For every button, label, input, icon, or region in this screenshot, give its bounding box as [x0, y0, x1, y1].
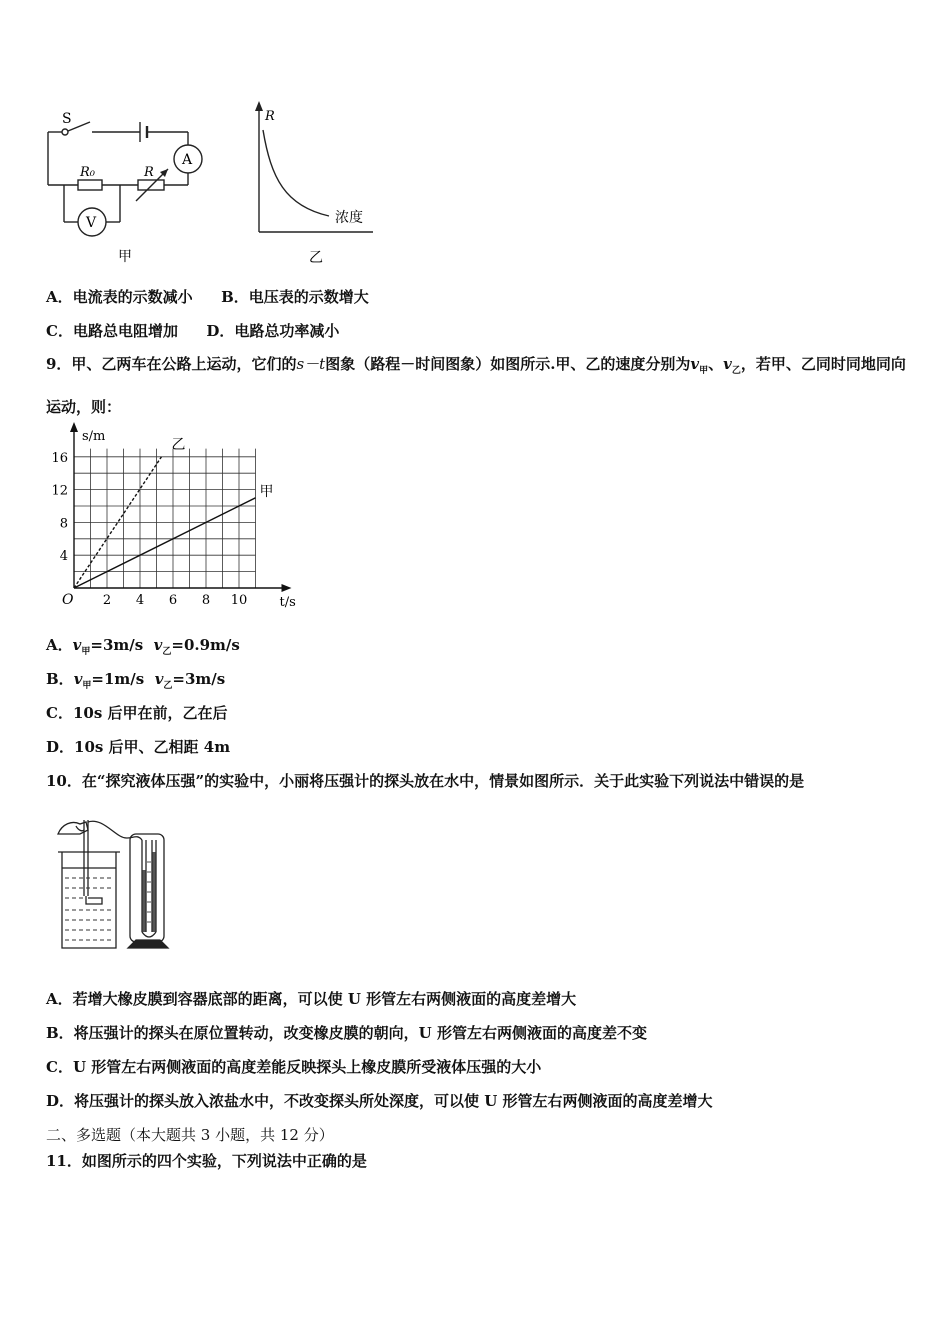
section-2-heading: 二、多选题（本大题共 3 小题，共 12 分） [46, 1126, 334, 1144]
q9-option-a-v1: v [72, 636, 82, 654]
y-tick-label: 12 [51, 483, 68, 499]
ammeter-label: A [182, 152, 193, 168]
y-tick-label: 16 [51, 450, 68, 466]
q8-option-a: A．电流表的示数减小 [46, 288, 193, 306]
q10-option-b: B．将压强计的探头在原位置转动，改变橡皮膜的朝向，U 形管左右两侧液面的高度差不变 [46, 1024, 647, 1042]
origin-label: O [62, 592, 74, 608]
q9-option-b-v2: v [154, 670, 164, 688]
q8-option-c: C．电路总电阻增加 [46, 322, 178, 340]
r0-label: R₀ [80, 165, 95, 180]
q9-option-b-v1-sub: 甲 [82, 681, 92, 691]
x-tick-label: 2 [102, 593, 112, 608]
q9-option-a-v2-val: =0.9m/s [171, 636, 240, 654]
x-tick-label: 8 [201, 593, 211, 608]
q9-option-a-v2: v [153, 636, 163, 654]
x-axis-label: t/s [279, 595, 296, 610]
series-line-jia [74, 498, 256, 588]
y-tick-label: 8 [59, 516, 68, 532]
graph-y-label: R [265, 109, 275, 124]
q9-stem-v2-sub: 乙 [731, 366, 741, 376]
q9-stem-text-2: 图象（路程－时间图象）如图所示.甲、乙的速度分别为 [325, 355, 691, 373]
q10-stem: 10．在“探究液体压强”的实验中，小丽将压强计的探头放在水中，情景如图所示．关于此实验下列说法中错误的是 [46, 772, 805, 790]
q9-option-b-v2-val: =3m/s [172, 670, 226, 688]
q8-options-row-1 [46, 286, 369, 307]
voltmeter-label: V [86, 215, 97, 231]
st-chart [44, 420, 314, 616]
x-tick-label: 10 [230, 593, 248, 608]
q9-stem-sep: 、 [708, 355, 724, 373]
q9-option-b-v1-val: =1m/s [91, 670, 145, 688]
switch-label: S [62, 111, 72, 127]
q9-stem [46, 346, 908, 425]
graph-x-label: 浓度 [335, 210, 363, 226]
q10-option-c: C．U 形管左右两侧液面的高度差能反映探头上橡皮膜所受液体压强的大小 [46, 1058, 542, 1076]
q9-stem-v1-sub: 甲 [699, 366, 709, 376]
q9-option-a-v1-sub: 甲 [81, 647, 91, 657]
q9-option-d: D．10s 后甲、乙相距 4m [46, 738, 231, 756]
q10-option-d: D．将压强计的探头放入浓盐水中，不改变探头所处深度，可以使 U 形管左右两侧液面的高度差增大 [46, 1092, 713, 1110]
q8-option-d: D．电路总功率减小 [206, 322, 340, 340]
y-axis-label: s/m [82, 429, 106, 444]
q9-option-a [46, 634, 240, 657]
x-tick-label: 4 [135, 593, 145, 608]
circuit-diagram [40, 105, 220, 270]
pressure-gauge-apparatus [50, 812, 175, 957]
q10-option-a: A．若增大橡皮膜到容器底部的距离，可以使 U 形管左右两侧液面的高度差增大 [46, 990, 577, 1008]
q9-option-a-v2-sub: 乙 [162, 647, 172, 657]
graph-caption: 乙 [309, 250, 323, 266]
series-label-yi: 乙 [171, 436, 186, 453]
q9-option-b [46, 668, 225, 691]
q9-stem-st: s－t [296, 355, 326, 373]
q9-option-b-v1: v [73, 670, 83, 688]
q9-option-a-v1-val: =3m/s [90, 636, 144, 654]
q9-option-c: C．10s 后甲在前，乙在后 [46, 704, 228, 722]
x-axis-arrow [282, 584, 292, 592]
y-axis-arrow [70, 422, 78, 432]
r-label: R [144, 165, 154, 180]
circuit-caption: 甲 [118, 249, 132, 265]
q9-option-b-v2-sub: 乙 [163, 681, 173, 691]
q9-stem-text-1: 9．甲、乙两车在公路上运动，它们的 [46, 355, 297, 373]
resistance-concentration-graph [245, 98, 385, 270]
q11-stem: 11．如图所示的四个实验，下列说法中正确的是 [46, 1152, 367, 1170]
series-label-jia: 甲 [259, 483, 274, 500]
q9-option-a-prefix: A． [46, 636, 73, 654]
q9-stem-text-3: ，若甲、乙同时同地同向运动，则： [46, 355, 906, 416]
q8-option-b: B．电压表的示数增大 [221, 288, 369, 306]
q8-options-row-2 [46, 320, 339, 341]
y-tick-label: 4 [59, 549, 68, 565]
q9-stem-v2: v [723, 355, 732, 373]
x-tick-label: 6 [168, 593, 178, 608]
q9-stem-v1: v [690, 355, 700, 373]
q9-option-b-prefix: B． [46, 670, 74, 688]
